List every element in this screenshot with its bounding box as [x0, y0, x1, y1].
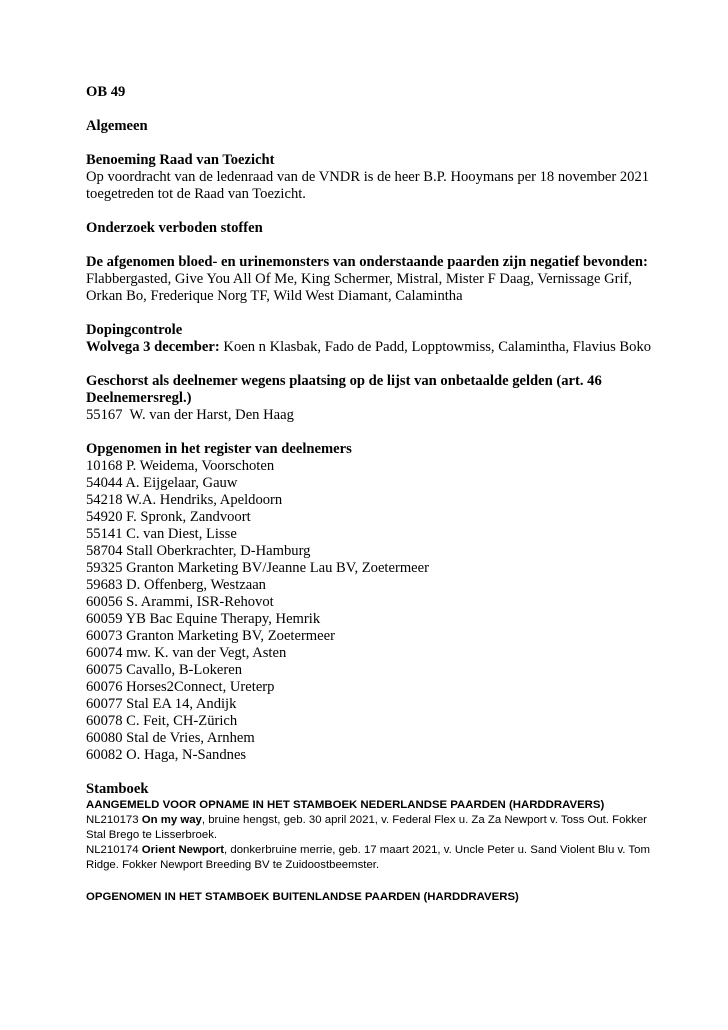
- section-heading-general: Algemeen: [86, 118, 148, 134]
- studbook-entry-number: NL210173: [86, 814, 142, 826]
- studbook-entry-name: On my way: [141, 814, 202, 826]
- substances-heading: Onderzoek verboden stoffen: [86, 220, 263, 236]
- suspended-entry: 55167 W. van der Harst, Den Haag: [86, 407, 294, 423]
- doping-section: [86, 322, 656, 356]
- supervisory-section: [86, 152, 656, 203]
- doping-text: [86, 339, 656, 356]
- register-entry: 59683 D. Offenberg, Westzaan: [86, 577, 266, 593]
- register-entry: 60074 mw. K. van der Vegt, Asten: [86, 645, 287, 661]
- register-heading: Opgenomen in het register van deelnemers: [86, 441, 352, 457]
- register-entry: 60078 C. Feit, CH-Zürich: [86, 713, 238, 729]
- samples-section: [86, 254, 656, 305]
- document-page: [86, 84, 656, 905]
- studbook-nl-heading: AANGEMELD VOOR OPNAME IN HET STAMBOEK NEDERLANDSE PAARDEN (HARDDRAVERS): [86, 799, 605, 811]
- register-entry: 60056 S. Arammi, ISR-Rehovot: [86, 594, 274, 610]
- register-entry: 60080 Stal de Vries, Arnhem: [86, 730, 255, 746]
- suspended-heading: Geschorst als deelnemer wegens plaatsing op de lijst van onbetaalde gelden (art. 46 Deelnemersregl.): [86, 373, 602, 406]
- doping-horses: Koen n Klasbak, Fado de Padd, Lopptowmiss, Calamintha, Flavius Boko: [219, 339, 652, 355]
- register-entry: 60059 YB Bac Equine Therapy, Hemrik: [86, 611, 321, 627]
- studbook-entry: [86, 813, 656, 843]
- register-entry: 58704 Stall Oberkrachter, D-Hamburg: [86, 543, 311, 559]
- register-entry: 55141 C. van Diest, Lisse: [86, 526, 237, 542]
- studbook-entry-name: Orient Newport: [141, 844, 225, 856]
- studbook-section: [86, 781, 656, 905]
- register-entry: 54044 A. Eijgelaar, Gauw: [86, 475, 238, 491]
- studbook-entry-details: , donkerbruine merrie, geb. 17 maart 2021, v. Uncle Peter u. Sand Violent Blu v. Tom Ridge. Fokker Newport Breeding BV te Zuidoostbeemster.: [86, 844, 650, 871]
- register-entry: 60082 O. Haga, N-Sandnes: [86, 747, 247, 763]
- supervisory-text: Op voordracht van de ledenraad van de VNDR is de heer B.P. Hooymans per 18 november 2021 toegetreden tot de Raad van Toezicht.: [86, 169, 650, 202]
- register-entry: 54920 F. Spronk, Zandvoort: [86, 509, 251, 525]
- samples-heading: De afgenomen bloed- en urinemonsters van onderstaande paarden zijn negatief bevonden:: [86, 254, 648, 270]
- register-section: [86, 441, 656, 764]
- supervisory-heading: Benoeming Raad van Toezicht: [86, 152, 275, 168]
- register-entry: 60077 Stal EA 14, Andijk: [86, 696, 237, 712]
- studbook-entry-number: NL210174: [86, 844, 142, 856]
- doping-event: Wolvega 3 december:: [86, 339, 220, 355]
- studbook-foreign-heading: OPGENOMEN IN HET STAMBOEK BUITENLANDSE PAARDEN (HARDDRAVERS): [86, 891, 519, 903]
- register-entry: 54218 W.A. Hendriks, Apeldoorn: [86, 492, 283, 508]
- register-entry: 10168 P. Weidema, Voorschoten: [86, 458, 275, 474]
- document-id: OB 49: [86, 84, 126, 100]
- register-entry: 60073 Granton Marketing BV, Zoetermeer: [86, 628, 335, 644]
- doping-heading: Dopingcontrole: [86, 322, 183, 338]
- register-entry: 60076 Horses2Connect, Ureterp: [86, 679, 275, 695]
- suspended-section: [86, 373, 656, 424]
- register-entry: 59325 Granton Marketing BV/Jeanne Lau BV, Zoetermeer: [86, 560, 429, 576]
- samples-text: Flabbergasted, Give You All Of Me, King Schermer, Mistral, Mister F Daag, Vernissage Grif, Orkan Bo, Frederique Norg TF, Wild West Diamant, Calamintha: [86, 271, 633, 304]
- register-entry: 60075 Cavallo, B-Lokeren: [86, 662, 243, 678]
- studbook-heading: Stamboek: [86, 781, 149, 797]
- studbook-entry-details: , bruine hengst, geb. 30 april 2021, v. Federal Flex u. Za Za Newport v. Toss Out. Fokker Stal Brego te Lisserbroek.: [86, 814, 647, 841]
- studbook-entry: [86, 843, 656, 873]
